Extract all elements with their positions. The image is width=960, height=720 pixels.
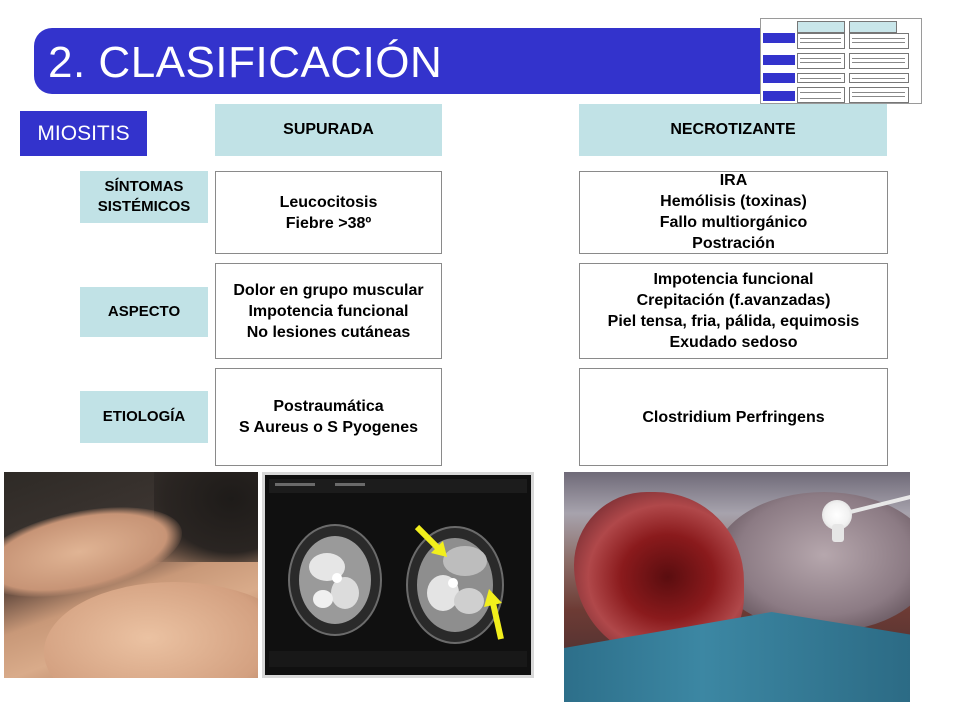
slide-title: 2. CLASIFICACIÓN [48, 38, 443, 87]
cell-line: Fallo multiorgánico [659, 214, 808, 231]
thumbnail-header [849, 21, 897, 33]
cell-line: Leucocitosis [279, 193, 378, 211]
thumbnail-row-label [763, 91, 795, 101]
ct-scan-image [262, 472, 534, 678]
row-header-line: ETIOLOGÍA [102, 408, 186, 425]
cell-aspecto-supurada [215, 263, 442, 359]
cell-line: Dolor en grupo muscular [233, 281, 424, 299]
yellow-arrow-icon [483, 587, 515, 643]
cell-line: S Aureus o S Pyogenes [238, 419, 418, 436]
cell-etiologia-supurada [215, 368, 442, 466]
row-header-etiologia [80, 391, 208, 443]
thumbnail-cell [797, 87, 845, 103]
row-header-line: SÍNTOMAS [104, 178, 184, 195]
thumbnail-cell [849, 87, 909, 103]
necrotic-wound-photo [564, 472, 910, 702]
row-header-aspecto [80, 287, 208, 337]
thumbnail-cell [797, 53, 845, 69]
cell-line: IRA [719, 172, 748, 189]
ct-scan-drawing [265, 475, 531, 675]
thumbnail-row-label [763, 55, 795, 65]
table-thumbnail [760, 18, 922, 104]
cell-etiologia-necrotizante [579, 368, 888, 466]
cell-aspecto-necrotizante [579, 263, 888, 359]
yellow-arrow-icon [413, 523, 453, 563]
column-header-necrotizante: NECROTIZANTE [579, 104, 887, 156]
section-label: MIOSITIS [20, 111, 147, 156]
row-header-line: ASPECTO [107, 303, 181, 320]
row-header-line: SISTÉMICOS [97, 198, 191, 215]
thumbnail-header [797, 21, 845, 33]
cell-line: Fiebre >38º [285, 214, 372, 232]
thumbnail-cell [849, 53, 909, 69]
thumbnail-row-label [763, 73, 795, 83]
thumbnail-cell [797, 33, 845, 49]
cell-line: Exudado sedoso [669, 334, 798, 351]
cell-line: Clostridium Perfringens [642, 408, 825, 426]
cell-sintomas-necrotizante [579, 171, 888, 254]
cell-line: Hemólisis (toxinas) [660, 193, 807, 210]
column-header-supurada: SUPURADA [215, 104, 442, 156]
skin-photo [4, 472, 258, 678]
thumbnail-cell [849, 33, 909, 49]
cell-line: Postraumática [273, 398, 384, 415]
cell-line: Postración [692, 235, 775, 252]
cell-line: Impotencia funcional [248, 302, 409, 320]
cell-line: Crepitación (f.avanzadas) [636, 292, 831, 309]
thumbnail-cell [849, 73, 909, 83]
cell-line: Piel tensa, fria, pálida, equimosis [607, 313, 860, 330]
row-header-sintomas [80, 171, 208, 223]
cell-line: Impotencia funcional [653, 271, 814, 288]
cell-line: No lesiones cutáneas [246, 323, 411, 341]
cell-sintomas-supurada [215, 171, 442, 254]
thumbnail-row-label [763, 33, 795, 43]
thumbnail-cell [797, 73, 845, 83]
